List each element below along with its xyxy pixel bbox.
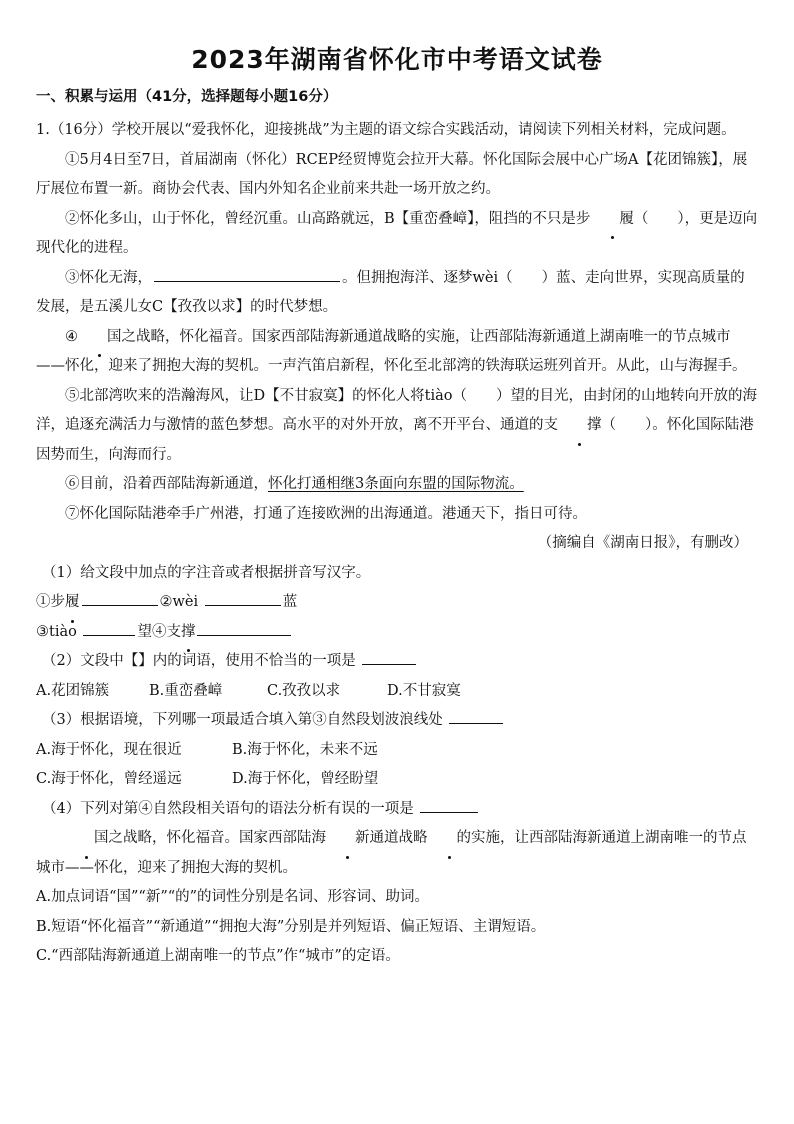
dotted-char: 撑 <box>558 411 602 441</box>
option-c[interactable]: C.海于怀化，曾经遥远 <box>36 771 182 787</box>
passage-paragraph-4: ④ 国之战略，怀化福音。国家西部陆海新通道战略的实施，让西部陆海新通道上湖南唯一的节点城市——怀化，迎来了拥抱大海的契机。一声汽笛启新程，怀化至北部湾的铁海联运班列首开。从此，山与海握手。 <box>36 323 758 382</box>
subquestion-4-option-b[interactable]: B.短语“怀化福音”“新通道”“拥抱大海”分别是并列短语、偏正短语、主谓短语。 <box>36 918 546 935</box>
subquestion-4-head: （4）下列对第④自然段相关语句的语法分析有误的一项是 <box>36 795 758 825</box>
option-d[interactable]: D.不甘寂寞 <box>387 682 461 699</box>
subquestion-1-head: （1）给文段中加点的字注音或者根据拼音写汉字。 <box>42 564 371 581</box>
subquestion-2-head: （2）文段中【】内的词语，使用不恰当的一项是 <box>36 647 758 677</box>
option-b[interactable]: B.重峦叠嶂 <box>149 682 223 699</box>
option-b[interactable]: B.海于怀化，未来不远 <box>232 741 378 758</box>
subquestion-1-row-2: ③tiào 望④支撑 <box>36 618 758 648</box>
answer-blank-sq2[interactable] <box>362 650 416 665</box>
option-a[interactable]: A.花团锦簇 <box>36 682 110 699</box>
answer-blank-1[interactable] <box>82 591 158 606</box>
dotted-char: 国 <box>78 323 122 353</box>
exam-title: 2023年湖南省怀化市中考语文试卷 <box>191 45 603 74</box>
option-a[interactable]: A.海于怀化，现在很近 <box>36 741 182 758</box>
answer-blank-2[interactable] <box>205 591 281 606</box>
dotted-char: 撑 <box>181 618 196 648</box>
dotted-char: 国 <box>65 824 109 854</box>
answer-blank-sq3[interactable] <box>449 709 503 724</box>
underlined-sentence: 怀化打通相继3条面向东盟的国际物流。 <box>268 476 524 492</box>
passage-source: （摘编自《湖南日报》，有删改） <box>537 535 748 551</box>
dotted-char: 履 <box>65 588 80 618</box>
answer-blank-4[interactable] <box>197 621 291 636</box>
option-d[interactable]: D.海于怀化，曾经盼望 <box>232 771 379 787</box>
passage-paragraph-3: ③怀化无海， 。但拥抱海洋、逐梦wèi（ ）蓝、走向世界，实现高质量的发展，是五溪儿女C【孜孜以求】的时代梦想。 <box>36 264 758 323</box>
subquestion-4-quote: 国之战略，怀化福音。国家西部陆海 新通道战略 的实施，让西部陆海新通道上湖南唯一的节点城市——怀化，迎来了拥抱大海的契机。 <box>36 824 758 883</box>
answer-blank-3[interactable] <box>83 621 135 636</box>
subquestion-3-head: （3）根据语境，下列哪一项最适合填入第③自然段划波浪线处 <box>36 706 758 736</box>
subquestion-4-option-c[interactable]: C.“西部陆海新通道上湖南唯一的节点”作“城市”的定语。 <box>36 948 400 964</box>
subquestion-3-options-row-2 <box>36 765 758 795</box>
answer-blank-sq4[interactable] <box>420 798 478 813</box>
dotted-char: 履 <box>590 205 634 235</box>
dotted-char: 新 <box>326 824 370 854</box>
question-1-head: 1.（16分）学校开展以“爱我怀化，迎接挑战”为主题的语文综合实践活动，请阅读下列相关材料，完成问题。 <box>36 122 736 138</box>
passage-paragraph-2: ②怀化多山，山于怀化，曾经沉重。山高路就远，B【重峦叠嶂】，阻挡的不只是步 履（ ），更是迈向现代化的进程。 <box>36 205 758 264</box>
section-heading: 一、积累与运用（41分，选择题每小题16分） <box>36 89 338 105</box>
passage-paragraph-7: ⑦怀化国际陆港牵手广州港，打通了连接欧洲的出海通道。港通天下，指日可待。 <box>65 505 587 522</box>
subquestion-4-option-a[interactable]: A.加点词语“国”“新”“的”的词性分别是名词、形容词、助词。 <box>36 889 430 905</box>
subquestion-2-options <box>36 677 758 707</box>
passage-paragraph-1: ①5月4日至7日，首届湖南（怀化）RCEP经贸博览会拉开大幕。怀化国际会展中心广场A【花团锦簇】，展厅展位布置一新。商协会代表、国内外知名企业前来共赴一场开放之约。 <box>36 151 748 197</box>
option-c[interactable]: C.孜孜以求 <box>267 682 341 699</box>
passage-paragraph-6: ⑥目前，沿着西部陆海新通道，怀化打通相继3条面向东盟的国际物流。 <box>65 476 524 492</box>
subquestion-3-options-row-1 <box>36 736 758 766</box>
wavy-blank[interactable] <box>154 267 340 282</box>
passage-paragraph-5: ⑤北部湾吹来的浩瀚海风，让D【不甘寂寞】的怀化人将tiào（ ）望的目光，由封闭的山地转向开放的海洋，追逐充满活力与激情的蓝色梦想。高水平的对外开放，离不开平台、通道的支 撑（ ）。怀化国际陆港因势而生，向海而行。 <box>36 387 757 463</box>
dotted-char: 的 <box>428 824 472 854</box>
subquestion-1-row-1: ①步履 ②wèi 蓝 <box>36 588 758 618</box>
